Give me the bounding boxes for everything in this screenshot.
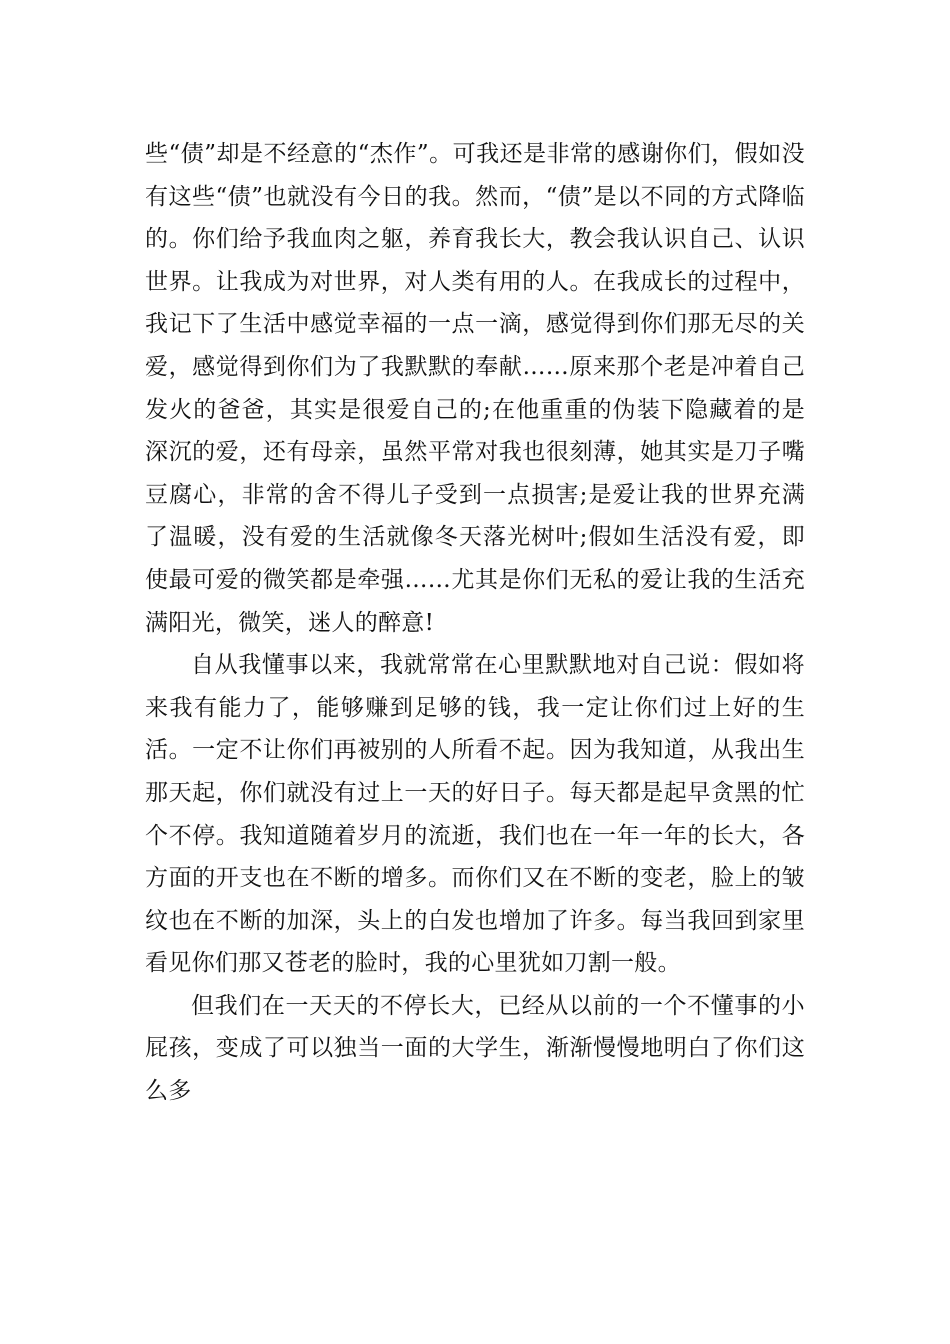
- paragraph-1: 些“债”却是不经意的“杰作”。可我还是非常的感谢你们，假如没有这些“债”也就没有今日的我。然而，“债”是以不同的方式降临的。你们给予我血肉之躯，养育我长大，教会我认识自己、认识世界。让我成为对世界，对人类有用的人。在我成长的过程中，我记下了生活中感觉幸福的一点一滴，感觉得到你们那无尽的关爱，感觉得到你们为了我默默的奉献……原来那个老是冲着自己发火的爸爸，其实是很爱自己的;在他重重的伪装下隐藏着的是深沉的爱，还有母亲，虽然平常对我也很刻薄，她其实是刀子嘴豆腐心，非常的舍不得儿子受到一点损害;是爱让我的世界充满了温暖，没有爱的生活就像冬天落光树叶;假如生活没有爱，即使最可爱的微笑都是牵强……尤其是你们无私的爱让我的生活充满阳光，微笑，迷人的醉意!: [145, 141, 805, 636]
- document-body: [145, 133, 805, 1113]
- paragraph-2: 自从我懂事以来，我就常常在心里默默地对自己说：假如将来我有能力了，能够赚到足够的钱，我一定让你们过上好的生活。一定不让你们再被别的人所看不起。因为我知道，从我出生那天起，你们就没有过上一天的好日子。每天都是起早贪黑的忙个不停。我知道随着岁月的流逝，我们也在一年一年的长大，各方面的开支也在不断的增多。而你们又在不断的变老，脸上的皱纹也在不断的加深，头上的白发也增加了许多。每当我回到家里看见你们那又苍老的脸时，我的心里犹如刀割一般。: [145, 652, 805, 977]
- paragraph-3: 但我们在一天天的不停长大，已经从以前的一个不懂事的小屁孩，变成了可以独当一面的大学生，渐渐慢慢地明白了你们这么多: [145, 992, 805, 1105]
